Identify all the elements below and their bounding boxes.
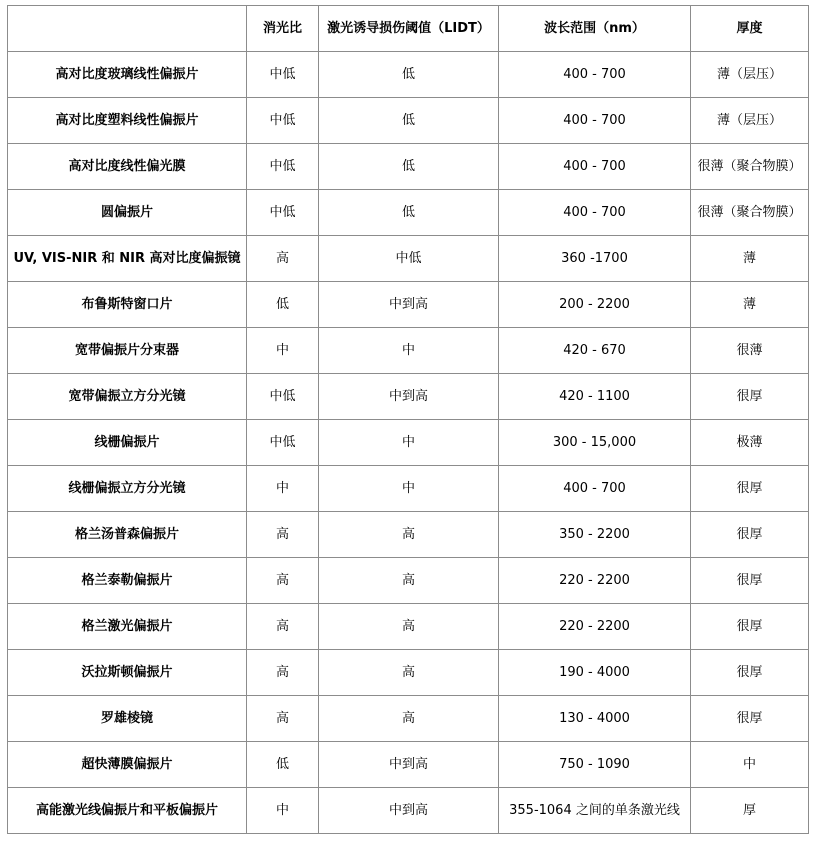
- cell-product-name: 布鲁斯特窗口片: [8, 282, 247, 328]
- polarizer-comparison-table: [7, 5, 809, 834]
- cell-wavelength-range: 400 - 700: [499, 144, 691, 190]
- cell-wavelength-range: 220 - 2200: [499, 604, 691, 650]
- cell-lidt: 高: [319, 512, 499, 558]
- cell-thickness: 很厚: [691, 604, 809, 650]
- cell-extinction-ratio: 中: [247, 328, 319, 374]
- cell-thickness: 很厚: [691, 374, 809, 420]
- cell-lidt: 中: [319, 466, 499, 512]
- cell-extinction-ratio: 中低: [247, 144, 319, 190]
- cell-product-name: 格兰汤普森偏振片: [8, 512, 247, 558]
- cell-lidt: 中到高: [319, 788, 499, 834]
- cell-product-name: 高对比度线性偏光膜: [8, 144, 247, 190]
- cell-extinction-ratio: 高: [247, 650, 319, 696]
- table-row: [8, 282, 809, 328]
- cell-product-name: 圆偏振片: [8, 190, 247, 236]
- cell-lidt: 低: [319, 98, 499, 144]
- cell-extinction-ratio: 高: [247, 236, 319, 282]
- table-row: [8, 466, 809, 512]
- cell-lidt: 中低: [319, 236, 499, 282]
- cell-thickness: 薄: [691, 282, 809, 328]
- cell-extinction-ratio: 中低: [247, 190, 319, 236]
- table-row: [8, 98, 809, 144]
- cell-product-name: 线栅偏振片: [8, 420, 247, 466]
- cell-wavelength-range: 190 - 4000: [499, 650, 691, 696]
- header-product: [8, 6, 247, 52]
- cell-lidt: 高: [319, 604, 499, 650]
- cell-extinction-ratio: 中: [247, 466, 319, 512]
- cell-product-name: 高能激光线偏振片和平板偏振片: [8, 788, 247, 834]
- cell-lidt: 低: [319, 52, 499, 98]
- cell-product-name: 格兰泰勒偏振片: [8, 558, 247, 604]
- table-row: [8, 374, 809, 420]
- cell-extinction-ratio: 中低: [247, 98, 319, 144]
- cell-product-name: 线栅偏振立方分光镜: [8, 466, 247, 512]
- cell-extinction-ratio: 高: [247, 604, 319, 650]
- cell-thickness: 很厚: [691, 696, 809, 742]
- cell-wavelength-range: 360 -1700: [499, 236, 691, 282]
- cell-lidt: 高: [319, 696, 499, 742]
- cell-wavelength-range: 130 - 4000: [499, 696, 691, 742]
- table-row: [8, 144, 809, 190]
- table-row: [8, 328, 809, 374]
- cell-wavelength-range: 420 - 670: [499, 328, 691, 374]
- table-header: [8, 6, 809, 52]
- cell-thickness: 很厚: [691, 512, 809, 558]
- table-body: [8, 52, 809, 834]
- cell-product-name: 高对比度玻璃线性偏振片: [8, 52, 247, 98]
- cell-thickness: 很薄（聚合物膜）: [691, 190, 809, 236]
- cell-thickness: 薄（层压）: [691, 52, 809, 98]
- cell-lidt: 低: [319, 190, 499, 236]
- table-row: [8, 52, 809, 98]
- cell-wavelength-range: 400 - 700: [499, 190, 691, 236]
- table-row: [8, 558, 809, 604]
- header-wavelength-range: 波长范围（nm）: [499, 6, 691, 52]
- cell-product-name: 沃拉斯顿偏振片: [8, 650, 247, 696]
- header-lidt: 激光诱导损伤阈值（LIDT）: [319, 6, 499, 52]
- cell-thickness: 中: [691, 742, 809, 788]
- cell-wavelength-range: 220 - 2200: [499, 558, 691, 604]
- table-row: [8, 650, 809, 696]
- cell-lidt: 中到高: [319, 374, 499, 420]
- cell-lidt: 高: [319, 650, 499, 696]
- cell-wavelength-range: 400 - 700: [499, 52, 691, 98]
- cell-wavelength-range: 400 - 700: [499, 98, 691, 144]
- cell-thickness: 很厚: [691, 466, 809, 512]
- cell-product-name: 罗雄棱镜: [8, 696, 247, 742]
- cell-product-name: 高对比度塑料线性偏振片: [8, 98, 247, 144]
- cell-product-name: 宽带偏振片分束器: [8, 328, 247, 374]
- cell-product-name: 超快薄膜偏振片: [8, 742, 247, 788]
- table-row: [8, 788, 809, 834]
- cell-extinction-ratio: 高: [247, 512, 319, 558]
- cell-lidt: 中: [319, 420, 499, 466]
- cell-extinction-ratio: 低: [247, 742, 319, 788]
- cell-extinction-ratio: 中: [247, 788, 319, 834]
- cell-thickness: 很厚: [691, 558, 809, 604]
- cell-extinction-ratio: 低: [247, 282, 319, 328]
- cell-thickness: 薄: [691, 236, 809, 282]
- cell-thickness: 很薄: [691, 328, 809, 374]
- cell-lidt: 低: [319, 144, 499, 190]
- cell-extinction-ratio: 中低: [247, 420, 319, 466]
- table-row: [8, 512, 809, 558]
- cell-wavelength-range: 300 - 15,000: [499, 420, 691, 466]
- table-row: [8, 696, 809, 742]
- cell-wavelength-range: 200 - 2200: [499, 282, 691, 328]
- cell-wavelength-range: 420 - 1100: [499, 374, 691, 420]
- cell-thickness: 极薄: [691, 420, 809, 466]
- cell-thickness: 很薄（聚合物膜）: [691, 144, 809, 190]
- cell-wavelength-range: 400 - 700: [499, 466, 691, 512]
- cell-extinction-ratio: 中低: [247, 374, 319, 420]
- cell-extinction-ratio: 中低: [247, 52, 319, 98]
- cell-lidt: 中: [319, 328, 499, 374]
- table-row: [8, 742, 809, 788]
- cell-wavelength-range: 355-1064 之间的单条激光线: [499, 788, 691, 834]
- cell-wavelength-range: 750 - 1090: [499, 742, 691, 788]
- cell-product-name: UV, VIS-NIR 和 NIR 高对比度偏振镜: [8, 236, 247, 282]
- table-row: [8, 236, 809, 282]
- cell-extinction-ratio: 高: [247, 558, 319, 604]
- cell-lidt: 中到高: [319, 282, 499, 328]
- cell-thickness: 薄（层压）: [691, 98, 809, 144]
- cell-thickness: 厚: [691, 788, 809, 834]
- cell-lidt: 中到高: [319, 742, 499, 788]
- cell-wavelength-range: 350 - 2200: [499, 512, 691, 558]
- header-thickness: 厚度: [691, 6, 809, 52]
- cell-thickness: 很厚: [691, 650, 809, 696]
- table-row: [8, 420, 809, 466]
- table-row: [8, 190, 809, 236]
- cell-extinction-ratio: 高: [247, 696, 319, 742]
- header-row: [8, 6, 809, 52]
- cell-product-name: 宽带偏振立方分光镜: [8, 374, 247, 420]
- cell-lidt: 高: [319, 558, 499, 604]
- table-row: [8, 604, 809, 650]
- cell-product-name: 格兰激光偏振片: [8, 604, 247, 650]
- header-extinction-ratio: 消光比: [247, 6, 319, 52]
